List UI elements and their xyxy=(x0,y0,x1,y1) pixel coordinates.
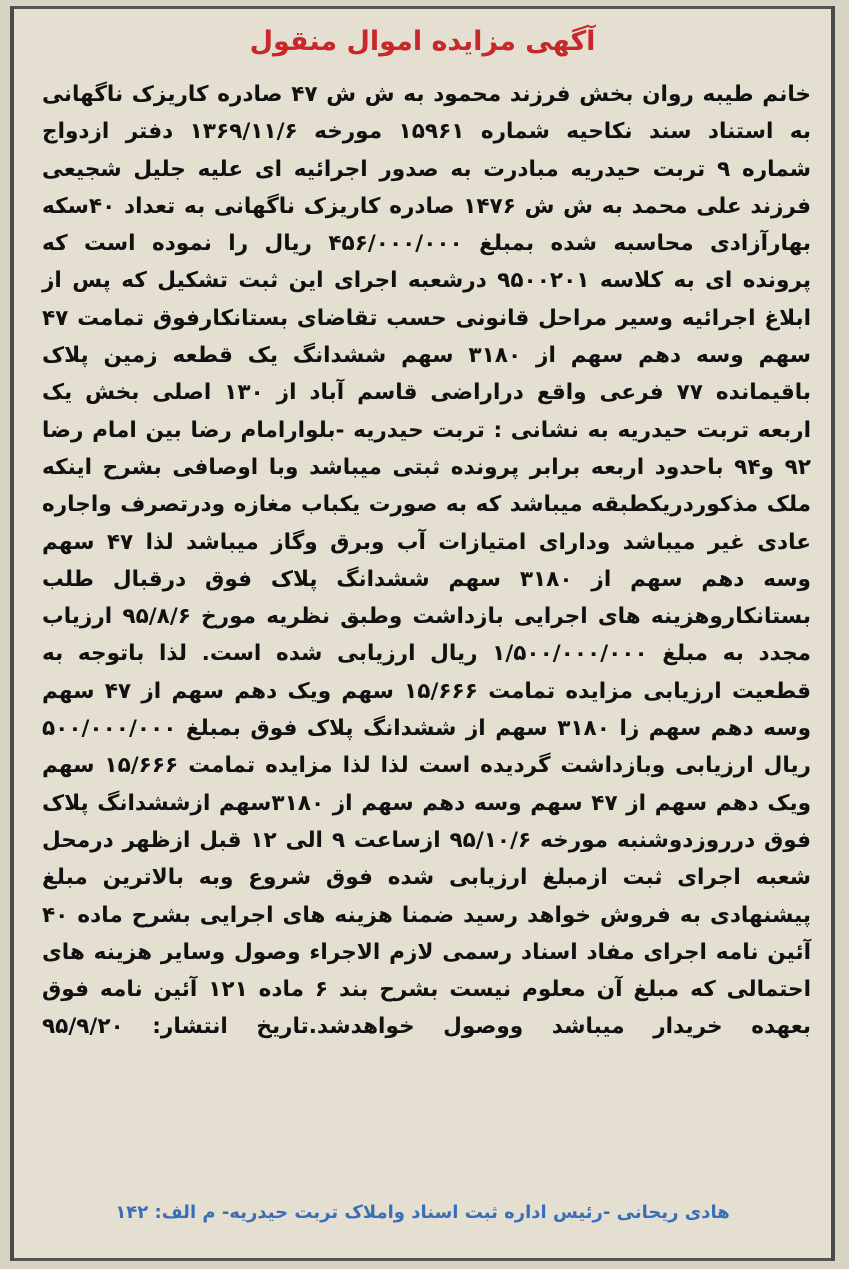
top-divider xyxy=(14,6,831,9)
signature-line: هادی ریحانی -رئیس اداره ثبت اسناد واملاک تربت حیدریه- م الف: ۱۴۲ xyxy=(115,1202,730,1223)
announcement-sheet xyxy=(10,6,835,1261)
bottom-divider xyxy=(14,1258,831,1261)
announcement-body: خانم طیبه روان بخش فرزند محمود به ش ش ۴۷ صادره کاریزک ناگهانی به استناد سند نکاحیه شماره ۱۵۹۶۱ مورخه ۱۳۶۹/۱۱/۶ دفتر ازدواج شماره ۹ تربت حیدریه مبادرت به صدور اجرائیه ای علیه جلیل شجیعی فرزند علی محمد به ش ش ۱۴۷۶ صادره کاریزک ناگهانی به تعداد ۴۰سکه بهارآزادی محاسبه شده بمبلغ ۴۵۶/۰۰۰/۰۰۰ ریال را نموده است که پرونده ای به کلاسه ۹۵۰۰۲۰۱ درشعبه اجرای این ثبت تشکیل که پس از ابلاغ اجرائیه وسیر مراحل قانونی حسب تقاضای بستانکارفوق تمامت ۴۷ سهم وسه دهم سهم از ۳۱۸۰ سهم ششدانگ یک قطعه زمین پلاک باقیمانده ۷۷ فرعی واقع دراراضی قاسم آباد از ۱۳۰ اصلی بخش یک اربعه تربت حیدریه به نشانی : تربت حیدریه -بلوارامام رضا بین امام رضا ۹۲ و۹۴ باحدود اربعه برابر پرونده ثبتی میباشد وبا اوصافی بشرح اینکه ملک مذکوردریکطبقه میباشد که به صورت یکباب مغازه ودرتصرف واجاره عادی غیر میباشد ودارای امتیازات آب وبرق وگاز میباشد لذا ۴۷ سهم وسه دهم سهم از ۳۱۸۰ سهم ششدانگ پلاک فوق درقبال طلب بستانکاروهزینه های اجرایی بازداشت وطبق نظریه مورخ ۹۵/۸/۶ ارزیاب مجدد به مبلغ ۱/۵۰۰/۰۰۰/۰۰۰ ریال ارزیابی شده است. لذا باتوجه به قطعیت ارزیابی مزایده تمامت ۱۵/۶۶۶ سهم ویک دهم سهم از ۴۷ سهم وسه دهم سهم زا ۳۱۸۰ سهم از ششدانگ پلاک فوق بمبلغ ۵۰۰/۰۰۰/۰۰۰ ریال ارزیابی وبازداشت گردیده است لذا لذا مزایده تمامت ۱۵/۶۶۶ سهم ویک دهم سهم از ۴۷ سهم وسه دهم سهم از ۳۱۸۰سهم ازششدانگ پلاک فوق درروزدوشنبه مورخه ۹۵/۱۰/۶ ازساعت ۹ الی ۱۲ قبل ازظهر درمحل شعبه اجرای ثبت ازمبلغ ارزیابی شده فوق شروع وبه بالاترین مبلغ پیشنهادی به فروش خواهد رسید ضمنا هزینه های اجرایی بشرح ماده ۴۰ آئین نامه اجرای مفاد اسناد رسمی لازم الاجراء وصول وسایر هزینه های احتمالی که مبلغ آن معلوم نیست بشرح بند ۶ ماده ۱۲۱ آئین نامه فوق بعهده خریدار میباشد ووصول خواهدشد.تاریخ انتشار: ۹۵/۹/۲۰ xyxy=(42,82,812,1040)
announcement-title: آگهی مزایده اموال منقول xyxy=(249,26,596,57)
